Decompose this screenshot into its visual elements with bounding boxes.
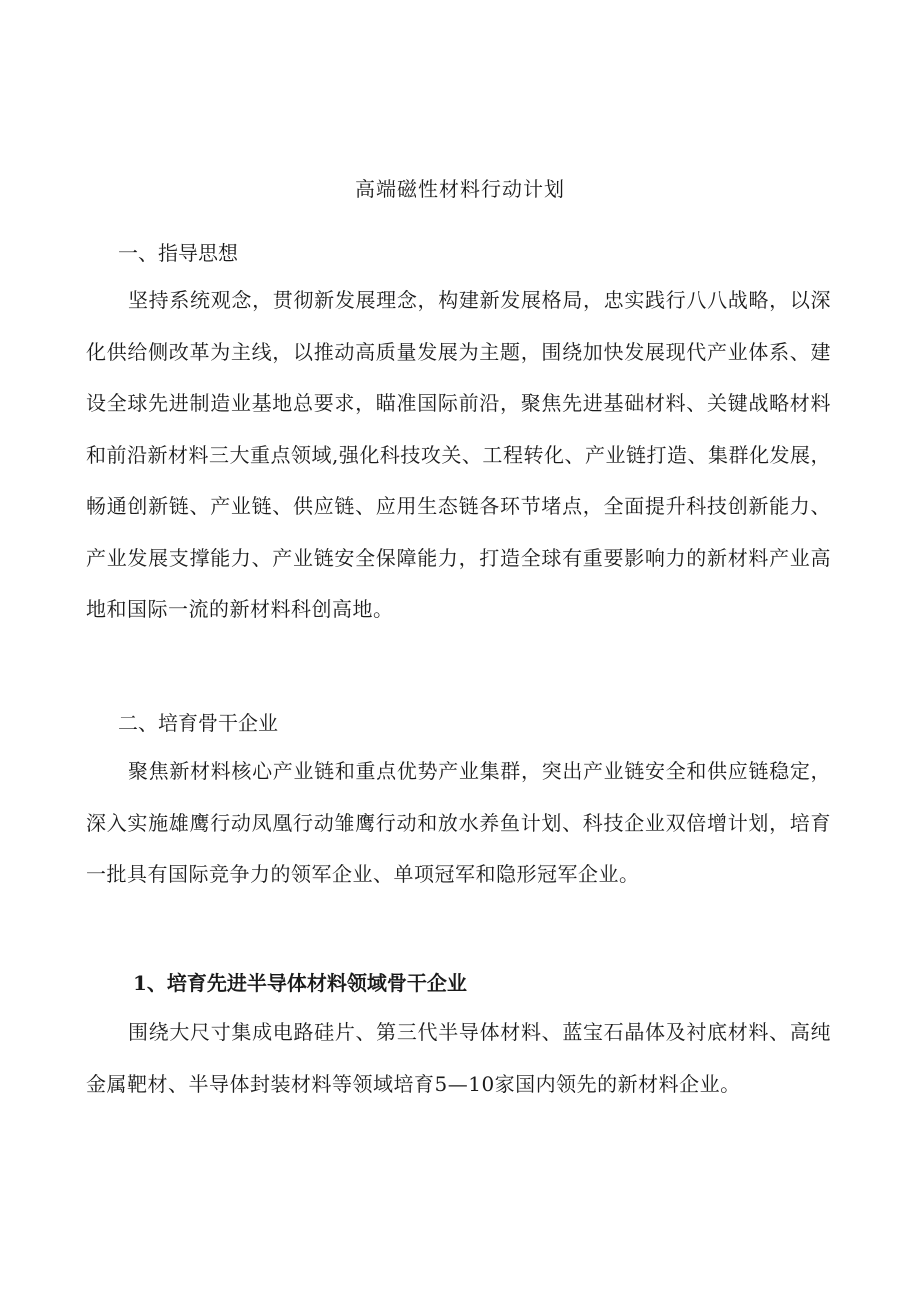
section-paragraph-guiding-ideology: 坚持系统观念，贯彻新发展理念，构建新发展格局，忠实践行八八战略，以深化供给侧改革为主线，以推动高质量发展为主题，围绕加快发展现代产业体系、建设全球先进制造业基地总要求，瞄准国际前沿，聚焦先进基础材料、关键战略材料和前沿新材料三大重点领域,强化科技攻关、工程转化、产业链打造、集群化发展，畅通创新链、产业链、供应链、应用生态链各环节堵点，全面提升科技创新能力、产业发展支撑能力、产业链安全保障能力，打造全球有重要影响力的新材料产业高地和国际一流的新材料科创高地。: [86, 288, 831, 621]
subsection-heading-semiconductor: 1、培育先进半导体材料领域骨干企业: [133, 971, 467, 995]
document-title: 高端磁性材料行动计划: [355, 177, 565, 201]
section-paragraph-cultivate-enterprises: 聚焦新材料核心产业链和重点优势产业集群，突出产业链安全和供应链稳定，深入实施雄鹰行动凤凰行动雏鹰行动和放水养鱼计划、科技企业双倍增计划，培育一批具有国际竞争力的领军企业、单项冠军和隐形冠军企业。: [86, 759, 831, 886]
section-heading-guiding-ideology: 一、指导思想: [118, 241, 238, 265]
subsection-paragraph-semiconductor: 围绕大尺寸集成电路硅片、第三代半导体材料、蓝宝石晶体及衬底材料、高纯金属靶材、半导体封装材料等领域培育5—10家国内领先的新材料企业。: [86, 1020, 831, 1096]
section-heading-cultivate-enterprises: 二、培育骨干企业: [118, 711, 278, 735]
